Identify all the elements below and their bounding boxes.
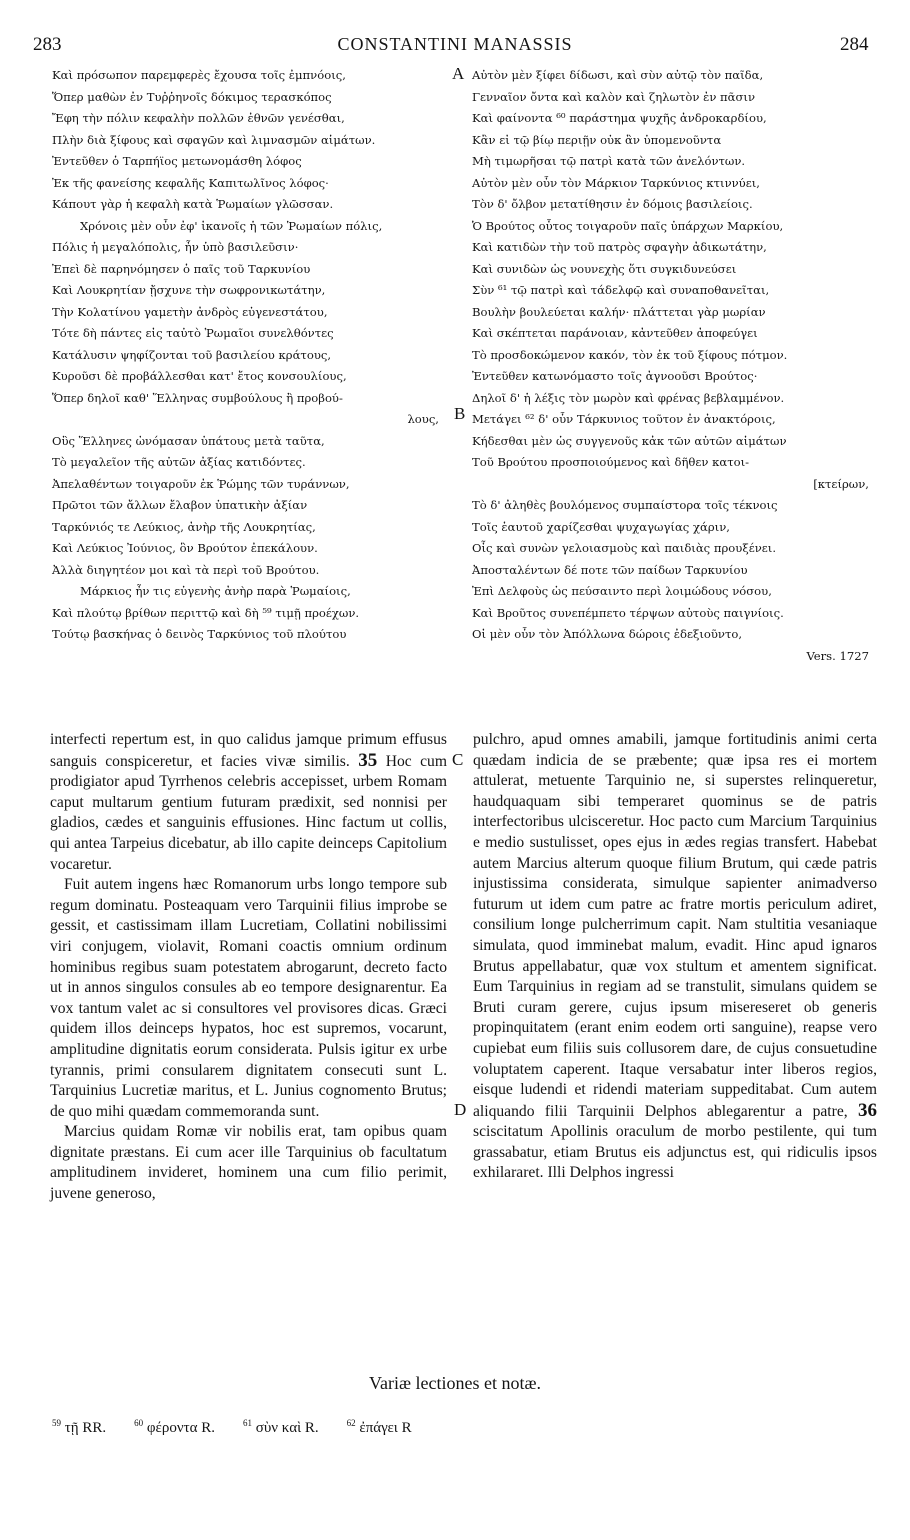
verse-line: Τούτῳ βασκήνας ὁ δεινὸς Ταρκύνιος τοῦ πλούτου [52, 627, 347, 641]
verse-line: Κάπουτ γὰρ ἡ κεφαλὴ κατὰ Ῥωμαίων γλῶσσαν. [52, 197, 334, 211]
verse-line: Καὶ Λουκρητίαν ᾔσχυνε τὴν σωφρονικωτάτην, [52, 283, 326, 297]
verse-line: Καὶ πρόσωπον παρεμφερὲς ἔχουσα τοῖς ἐμπνόοις, [52, 68, 346, 82]
verse-line: Καὶ Βροῦτος συνεπέμπετο τέρψων αὐτοὺς παιγνίοις. [472, 605, 784, 620]
verse-line: Ἔφη τὴν πόλιν κεφαλὴν πολλῶν ἐθνῶν γενέσθαι, [52, 111, 345, 125]
verse-line: Κἂν εἰ τῷ βίῳ περιῇν οὐκ ἂν ὑπομενοῦντα [472, 132, 722, 147]
paragraph-text: pulchro, apud omnes amabili, jamque fortitudinis animi certa quædam indicia de se præbente; quæ ipsa res ei mortem attulerat, metuente Tarquinio ne, si superstes relinqueretur, haudquaquam sibi temperaret quominus se de patris interfectoribus ulcisceretur. Hoc pacto cum Marcium Tarquinius e medio sustulisset, opes ejus in ædes regias transfert. Habebat autem Marcius alterum quoque filium Brutum, qui cæde patris injustissima considerata, simulque sapienter animadverso futurum ut idem cum patre ac fratre mortis periculum adiret, consilium longe pulcherrimum capit. Nam stultitia vesaniaque simulata, quod imminebat malum, evadit. Hinc apud ignaros Brutus appellabatur, quæ vox stultum et amentem significat. Eum Tarquinius in regiam ad se transtulit, simulans quidem se Bruti curam gerere, cujus ipsum misereseret ob generis propinquitatem (erant enim eodem orti sanguine), reapse vero cupiebat eum filiis suis collusorem dare, de cujus consuetudine voluptatem caperent. Itaque versabatur inter liberos regios, eisque ludendi et ridendi materiam suppeditabat. Cum autem aliquando filii Tarquinii Delphos ablegarentur a patre, [473, 731, 877, 1120]
verse-line: Ταρκύνιός τε Λεύκιος, ἀνὴρ τῆς Λουκρητίας, [52, 519, 316, 534]
note-text: σὺν καὶ R. [252, 1420, 319, 1436]
verse-line: Ἀλλὰ διηγητέον μοι καὶ τὰ περὶ τοῦ Βρούτου. [52, 562, 320, 577]
verse-line: Χρόνοις μὲν οὖν ἐφ' ἱκανοῖς ἡ τῶν Ῥωμαίων πόλις, [80, 218, 383, 233]
margin-letter-b: B [454, 404, 466, 423]
verse-line: Καὶ φαίνοντα ⁶⁰ παράστημα ψυχῆς ἀνδροκαρδίου, [472, 111, 767, 125]
verse-line: Τότε δὴ πάντες εἰς ταὐτὸ Ῥωμαῖοι συνελθόντες [52, 326, 334, 340]
latin-translation-column-left [50, 730, 447, 1205]
greek-verse-column-left [52, 65, 447, 646]
verse-line: Μὴ τιμωρῆσαι τῷ πατρὶ κατὰ τῶν ἀνελόντων. [472, 154, 746, 168]
verse-line: Ἐντεῦθεν ὁ Ταρπήϊος μετωνομάσθη λόφος [52, 154, 302, 168]
verse-line: Τὸν δ' ὄλβον μετατίθησιν ἐν δόμοις βασιλείοις. [472, 197, 753, 211]
verse-line: Τὸ δ' ἀληθὲς βουλόμενος συμπαίστορα τοῖς τέκνοις [472, 498, 778, 512]
note-text: φέροντα R. [143, 1420, 216, 1436]
notes-title: Variæ lectiones et notæ. [369, 1373, 541, 1393]
note-text: ἐπάγει R [355, 1420, 412, 1436]
verse-line: Σὺν ⁶¹ τῷ πατρὶ καὶ τάδελφῷ καὶ συναποθανεῖται, [472, 283, 770, 297]
paragraph-text: Fuit autem ingens hæc Romanorum urbs longo tempore sub regum dominatu. Posteaquam vero Tarquinii filius improbe se gessit, et castissimam illam Lucretiam, Collatini nobilissimi viri conjugem, violavit, Romani coactis omnium ordinum hominibus regibus suam potestatem abrogarunt, decreto facto ut in annos singulos consules ab eo tempore designarentur. Ea vox tantum valet ac si consultores vel provisores dicas. Græci quidem illos deinceps hypatos, hoc est supremos, vocarunt, amplitudine dignitatis eorum considerata. Pulsis igitur ex urbe tyrannis, primi consularem dignitatem consecuti sunt L. Tarquinius Lucretiæ maritus, et L. Junius cognomento Brutus; de quo mihi quædam commemoranda sunt. [50, 876, 447, 1120]
verse-line: Ἐπὶ Δελφοὺς ὡς πεύσαιντο περὶ λοιμώδους νόσου, [472, 584, 772, 598]
margin-letter-d: D [454, 1100, 467, 1119]
verse-line: Πρῶτοι τῶν ἄλλων ἔλαβον ὑπατικὴν ἀξίαν [52, 498, 308, 512]
variant-note [243, 1420, 319, 1436]
section-number: 35 [358, 749, 378, 771]
verse-line: Μετάγει ⁶² δ' οὖν Τάρκυνιος τοῦτον ἐν ἀνακτόροις, [472, 412, 776, 426]
verse-line: Καὶ πλούτῳ βρίθων περιττῷ καὶ δὴ ⁵⁹ τιμῇ προέχων. [52, 605, 360, 620]
verse-line: Οὓς Ἕλληνες ὠνόμασαν ὑπάτους μετὰ ταῦτα, [52, 433, 325, 448]
verse-line: Πόλις ἡ μεγαλόπολις, ἦν ὑπὸ βασιλεῦσιν· [52, 240, 299, 254]
verse-line: Τὴν Κολατίνου γαμετὴν ἀνδρὸς εὐγενεστάτου, [52, 304, 328, 319]
running-title: CONSTANTINI MANASSIS [337, 34, 573, 54]
verse-line: Ὁ Βρούτος οὗτος τοιγαροῦν παῖς ὑπάρχων Μαρκίου, [472, 218, 784, 233]
verse-line: Καὶ κατιδὼν τὴν τοῦ πατρὸς σφαγὴν ἀδικωτάτην, [472, 240, 767, 254]
verse-line: Τὸ προσδοκώμενον κακόν, τὸν ἐκ τοῦ ξίφους πότμον. [472, 347, 788, 362]
variant-note [52, 1420, 106, 1436]
note-number: 62 [346, 1418, 356, 1428]
verse-line: Τοῦ Βρούτου προσποιούμενος καὶ δῆθεν κατοι- [472, 455, 750, 469]
verse-line: Κήδεσθαι μὲν ὡς συγγενοῦς κἀκ τῶν αὐτῶν αἱμάτων [472, 433, 787, 448]
latin-translation-column-right [473, 730, 877, 1184]
verse-line: Αὐτὸν μὲν ξίφει δίδωσι, καὶ σὺν αὐτῷ τὸν παῖδα, [472, 68, 764, 82]
verse-line: Vers. 1727 [806, 648, 869, 663]
verse-line: Βουλὴν βουλεύεται καλήν· πλάττεται γὰρ μωρίαν [472, 304, 766, 319]
verse-line: Καὶ σκέπτεται παράνοιαν, κἀντεῦθεν ἀποφεύγει [472, 326, 758, 340]
verse-line: Ἐπεὶ δὲ παρηνόμησεν ὁ παῖς τοῦ Ταρκυνίου [52, 261, 311, 276]
note-number: 61 [243, 1418, 253, 1428]
greek-verse-column-right [472, 65, 877, 667]
verse-line: Τὸ μεγαλεῖον τῆς αὐτῶν ἀξίας κατιδόντες. [52, 455, 306, 469]
variant-readings [52, 1418, 652, 1437]
note-text: τῇ RR. [61, 1420, 107, 1436]
verse-line: Τοῖς ἑαυτοῦ χαρίζεσθαι ψυχαγωγίας χάριν, [472, 519, 730, 534]
verse-line: λους, [407, 412, 439, 426]
verse-line: Ἀποσταλέντων δέ ποτε τῶν παίδων Ταρκυνίου [472, 562, 748, 577]
verse-line: Οἷς καὶ συνὼν γελοιασμοὺς καὶ παιδιὰς προυξένει. [472, 541, 777, 555]
verse-line: Κατάλυσιν ψηφίζονται τοῦ βασιλείου κράτους, [52, 347, 332, 362]
verse-line: Μάρκιος ἦν τις εὐγενὴς ἀνὴρ παρὰ Ῥωμαίοις, [80, 584, 351, 598]
margin-letter-a: A [452, 64, 465, 83]
section-number: 36 [858, 1099, 877, 1121]
margin-letter-c: C [452, 750, 464, 769]
paragraph-text: sciscitatum Apollinis oraculum de morbo pestilente, qui tum grassabatur, etiam Brutus eis adjunctus est, qui ridiculis ipsos exhilararet. Illi Delphos ingressi [473, 1123, 877, 1182]
verse-line: Καὶ συνιδὼν ὡς νουνεχὴς ὅτι συγκιδυνεύσει [472, 261, 737, 276]
variant-note [347, 1420, 412, 1436]
note-number: 59 [52, 1418, 61, 1428]
verse-line: Ὅπερ δηλοῖ καθ' Ἕλληνας συμβούλους ἢ προβού- [52, 390, 343, 405]
verse-line: Καὶ Λεύκιος Ἰούνιος, ὃν Βρούτον ἐπεκάλουν. [52, 541, 318, 555]
paragraph-text: interfecti repertum est, in quo calidus jamque primum effusus sanguis conspiceretur, et facies vivæ similis. [50, 731, 447, 770]
page-number-left: 283 [33, 34, 62, 55]
verse-line: Δηλοῖ δ' ἡ λέξις τὸν μωρὸν καὶ φρένας βεβλαμμένον. [472, 390, 785, 405]
verse-line: Οἱ μὲν οὖν τὸν Ἀπόλλωνα δώροις ἐδεξιοῦντο, [472, 627, 743, 641]
verse-line: Αὐτὸν μὲν οὖν τὸν Μάρκιον Ταρκύνιος κτιννύει, [472, 175, 760, 190]
verse-line: Ὅπερ μαθὼν ἐν Τυῤῥηνοῖς δόκιμος τερασκόπος [52, 89, 332, 104]
verse-line: Ἐντεῦθεν κατωνόμαστο τοῖς ἀγνοοῦσι Βρούτος· [472, 369, 758, 383]
page-number-right: 284 [840, 34, 869, 55]
note-number: 60 [134, 1418, 144, 1428]
verse-line: Γενναῖον ὄντα καὶ καλὸν καὶ ζηλωτὸν ἐν πᾶσιν [472, 89, 756, 104]
verse-line: [κτείρων, [813, 476, 869, 491]
paragraph-text: Hoc cum prodigiator apud Tyrrhenos celebris accepisset, urbem Romam caput multarum gentium futuram prædixit, sed nonnisi per gladios, cædes et sanguinis effusiones. Hinc factum ut collis, qui antea Tarpeius dicebatur, ab illo capite deinceps Capitolium vocaretur. [50, 752, 447, 873]
verse-line: Κυροῦσι δὲ προβάλλεσθαι κατ' ἔτος κονσουλίους, [52, 369, 347, 383]
verse-line: Πλὴν διὰ ξίφους καὶ σφαγῶν καὶ λιμνασμῶν αἱμάτων. [52, 132, 376, 147]
paragraph-text: Marcius quidam Romæ vir nobilis erat, tam opibus quam dignitate præstans. Ei cum acer ille Tarquinius ob facultatum amplitudinem invideret, hominem una cum filio perimit, juvene generoso, [50, 1123, 447, 1203]
variant-note [134, 1420, 215, 1436]
verse-line: Ἐκ τῆς φανείσης κεφαλῆς Καπιτωλῖνος λόφος· [52, 175, 329, 190]
verse-line: Ἀπελαθέντων τοιγαροῦν ἐκ Ῥώμης τῶν τυράννων, [52, 476, 350, 491]
